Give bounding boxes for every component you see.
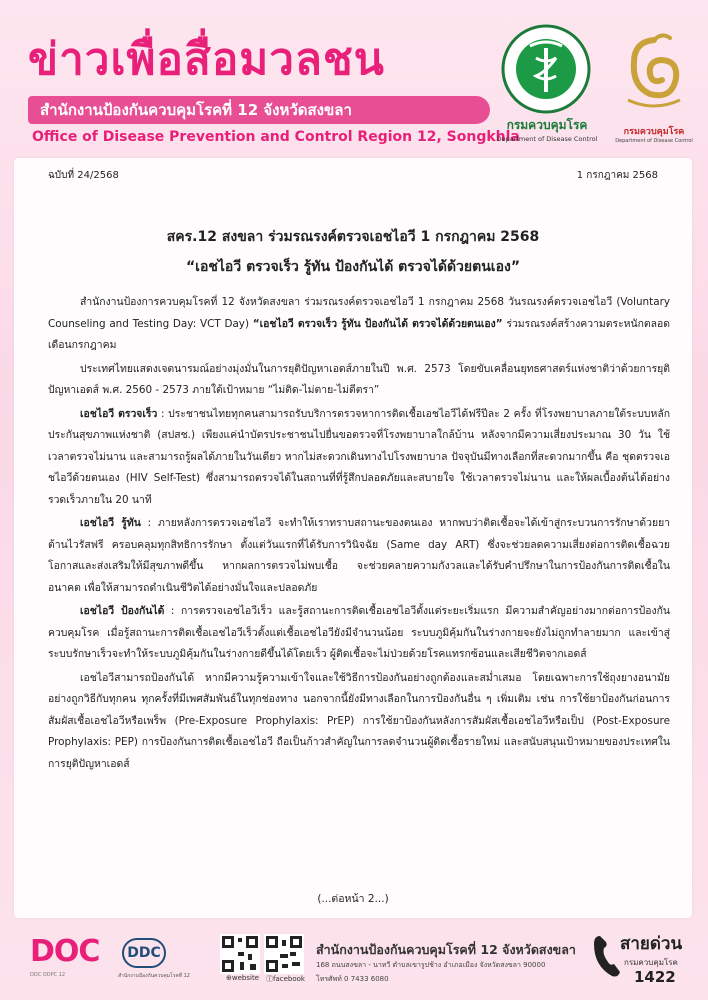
article-body [48,292,670,775]
moph-caption-thai: กรมควบคุมโรค [506,118,588,132]
intro-text: สำนักงานป้องการควบคุมโรคที่ 12 จังหวัดสงขลา ร่วมรณรงค์ตรวจเอชไอวี 1 กรกฎาคม 2568 วันรณรงค์ตรวจเอชไอวี (Voluntary Counseling and Testing Day: VCT Day) [48,296,670,330]
issue-number: ฉบับที่ 24/2568 [48,170,119,181]
ddc60-caption-english: Department of Disease Control [615,138,693,144]
paragraph-national-goal: ประเทศไทยแสดงเจตนารมณ์อย่างมุ่งมั่นในการยุติปัญหาเอดส์ภายในปี พ.ศ. 2573 โดยขับเคลื่อนยุทธศาสตร์แห่งชาติว่าด้วยการยุติปัญหาเอดส์ พ.ศ. 2560 - 2573 ภายใต้เป้าหมาย “ไม่ติด-ไม่ตาย-ไม่ตีตรา” [48,362,670,396]
hotline-number[interactable]: 1422 [634,968,676,986]
headline: สคร.12 สงขลา ร่วมรณรงค์ตรวจเอชไอวี 1 กรกฎาคม 2568 [166,229,540,245]
globe-icon: ⊕ [226,974,232,982]
doc-logo-caption: DDC ODPC 12 [30,972,66,978]
intro-slogan: “เอชไอวี ตรวจเร็ว รู้ทัน ป้องกันได้ ตรวจได้ด้วยตนเอง” [252,317,503,330]
moph-caption-english: Department of Disease Control [496,135,598,143]
footer-phone: โทรศัพท์ 0 7433 6080 [316,975,389,983]
hotline-title: สายด่วน [620,934,683,954]
prevention-text: : การตรวจเอชไอวีเร็ว และรู้สถานะการติดเชื้อเอชไอวีตั้งแต่ระยะเริ่มแรก มีความสำคัญอย่างมากต่อการป้องกันควบคุมโรค เมื่อรู้สถานะการติดเชื้อเอชไอวีเร็วตั้งแต่เชื้อเอชไอวียังมีจำนวนน้อย ระบบภูมิคุ้มกันในร่างกายจะยังไม่ถูกทำลายมาก และเข้าสู่ระบบรักษาเร็วจะทำให้ระบบภูมิคุ้มกันในร่างกายดีขึ้นได้โดยเร็ว ผู้ติดเชื้อจะไม่ป่วยด้วยโรคแทรกซ้อนและเสียชีวิตจากเอดส์ [48,605,670,660]
paragraph-prevention [48,601,670,666]
moph-caption [486,116,608,143]
test-early-text: : ประชาชนไทยทุกคนสามารถรับบริการตรวจหาการติดเชื้อเอชไอวีได้ฟรีปีละ 2 ครั้ง ที่โรงพยาบาลภายใต้ระบบหลักประกันสุขภาพแห่งชาติ (สปสช.) เพียงแค่นำบัตรประชาชนไปยื่นขอตรวจที่โรงพยาบาลใกล้บ้าน หลังจากมีความเสี่ยงประมาณ 30 วัน ใช้เวลาตรวจไม่นาน และสามารถรู้ผลได้ภายในวันเดียว หากไม่สะดวกเดินทางไปโรงพยาบาล ปัจจุบันมีทางเลือกที่สะดวกมากขึ้น คือ ชุดตรวจเอชไอวีด้วยตนเอง (HIV Self-Test) ซึ่งสามารถตรวจได้ในสถานที่ที่รู้สึกปลอดภัยและสบายใจ ใช้เวลาตรวจไม่นาน และให้ผลเบื้องต้นได้อย่างรวดเร็วภายใน 20 นาที [48,407,670,506]
footer-address: 168 ถนนสงขลา - นาทวี ตำบลเขารูปช้าง อำเภอเมือง จังหวัดสงขลา 90000 [316,961,546,969]
qr-code-icon[interactable] [264,934,304,974]
hotline-subtitle: กรมควบคุมโรค [624,958,678,967]
know-status-heading: เอชไอวี รู้ทัน [80,517,141,529]
qr-code-icon[interactable] [220,934,260,974]
website-label: ⊕website [226,974,259,982]
moph-emblem-icon [500,24,592,114]
know-status-text: : ภายหลังการตรวจเอชไอวี จะทำให้เราทราบสถานะของตนเอง หากพบว่าติดเชื้อจะได้เข้าสู่กระบวนการรักษาด้วยยาต้านไวรัสฟรี ครอบคลุมทุกสิทธิการรักษา ตั้งแต่วันแรกที่ได้รับการวินิจฉัย (Same day ART) ซึ่งจะช่วยลดความเสี่ยงต่อการติดเชื้อฉวยโอกาสและส่งเสริมให้มีสุขภาพดีขึ้น หากผลการตรวจไม่พบเชื้อ จะช่วยคลายความกังวลและได้รับคำปรึกษาในการป้องกันการติดเชื้อในอนาคต เพื่อให้สามารถดำเนินชีวิตได้อย่างมั่นใจและปลอดภัย [48,517,671,594]
header [0,0,708,158]
phone-icon [592,932,622,980]
paragraph-intro [48,292,670,357]
doc-logo: DOC [30,934,100,969]
continued-marker: (...ต่อหน้า 2...) [317,893,389,905]
facebook-icon: ⓕ [266,975,273,983]
footer [0,918,708,1000]
press-release-title: ข่าวเพื่อสื่อมวลชน [28,34,385,85]
test-early-heading: เอชไอวี ตรวจเร็ว [80,407,158,420]
paragraph-test-early [48,404,670,512]
intro-tail: ร่วมรณรงค์สร้างความตระหนักตลอดเดือนกรกฎาคม [48,317,671,351]
ddc60-caption-thai: กรมควบคุมโรค [623,127,685,137]
ddc-logo-caption: สำนักงานป้องกันควบคุมโรคที่ 12 [118,973,190,979]
ddc-60-years-icon [614,30,694,116]
ddc-logo: DDC [122,938,166,968]
facebook-label: ⓕfacebook [266,975,305,983]
prevention-heading: เอชไอวี ป้องกันได้ [80,605,165,617]
paragraph-know-status [48,513,670,599]
paragraph-prep-pep: เอชไอวีสามารถป้องกันได้ หากมีความรู้ความเข้าใจและใช้วิธีการป้องกันอย่างถูกต้องและสม่ำเสมอ โดยเฉพาะการใช้ถุงยางอนามัยอย่างถูกวิธีกับทุกคน ทุกครั้งที่มีเพศสัมพันธ์ในทุกช่องทาง นอกจากนี้ยังมีทางเลือกในการป้องกันอื่น ๆ เพิ่มเติม เช่น การใช้ยาป้องกันก่อนการสัมผัสเชื้อเอชไอวีหรือเพร็พ (Pre-Exposure Prophylaxis: PrEP) การใช้ยาป้องกันหลังการสัมผัสเชื้อเอชไอวีหรือเป็ป (Post-Exposure Prophylaxis: PEP) การป้องกันการติดเชื้อเอชไอวี ถือเป็นก้าวสำคัญในการลดจำนวนผู้ติดเชื้อรายใหม่ และสนับสนุนเป้าหมายของประเทศในการยุติปัญหาเอดส์ [48,671,670,770]
office-name-english: Office of Disease Prevention and Control Region 12, Songkhla [32,129,520,145]
footer-org-name: สำนักงานป้องกันควบคุมโรคที่ 12 จังหวัดสงขลา [316,942,576,957]
office-name-thai: สำนักงานป้องกันควบคุมโรคที่ 12 จังหวัดสงขลา [28,96,490,124]
ddc60-caption [606,124,702,144]
issue-date: 1 กรกฎาคม 2568 [576,170,658,181]
document-paper [14,158,692,918]
slogan: “เอชไอวี ตรวจเร็ว รู้ทัน ป้องกันได้ ตรวจได้ด้วยตนเอง” [185,259,521,275]
